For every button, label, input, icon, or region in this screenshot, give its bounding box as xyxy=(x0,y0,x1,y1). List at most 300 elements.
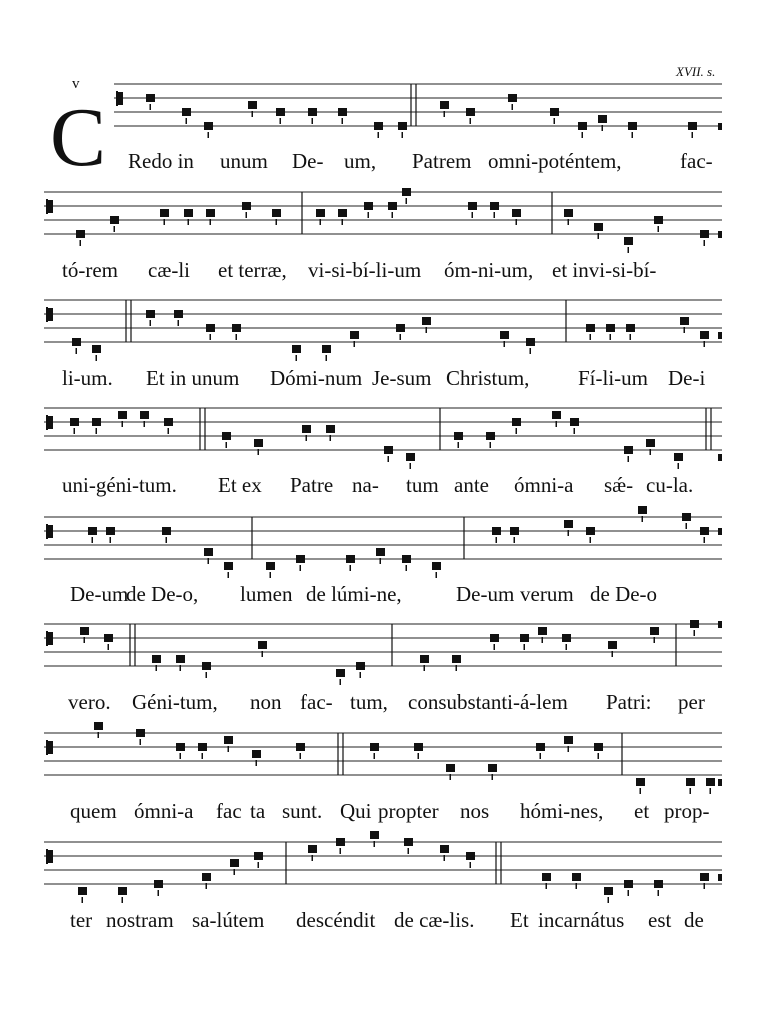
neume-note xyxy=(258,641,267,649)
episema-mark xyxy=(612,651,614,657)
neume-note xyxy=(140,411,149,419)
episema-mark xyxy=(256,760,258,766)
episema-mark xyxy=(178,320,180,326)
lyric-syllable: De-um xyxy=(456,582,515,606)
episema-mark xyxy=(632,132,634,138)
lyric-syllable: lumen xyxy=(240,582,293,606)
neume-note xyxy=(326,425,335,433)
episema-mark xyxy=(524,644,526,650)
episema-mark xyxy=(598,233,600,239)
neume-note xyxy=(184,209,193,217)
episema-mark xyxy=(276,219,278,225)
neume-note xyxy=(176,743,185,751)
episema-mark xyxy=(610,334,612,340)
neume-note xyxy=(222,432,231,440)
episema-mark xyxy=(226,442,228,448)
episema-mark xyxy=(92,537,94,543)
episema-mark xyxy=(458,442,460,448)
lyric-syllable: de xyxy=(684,908,704,932)
neume-note xyxy=(136,729,145,737)
neume-note xyxy=(594,743,603,751)
neume-note xyxy=(72,338,81,346)
episema-mark xyxy=(496,537,498,543)
lyric-syllable: sa-lútem xyxy=(192,908,265,932)
lyric-syllable: ante xyxy=(454,473,489,497)
episema-mark xyxy=(530,348,532,354)
lyric-syllable: cæ-li xyxy=(148,258,190,282)
episema-mark xyxy=(628,890,630,896)
neume-note xyxy=(700,527,709,535)
episema-mark xyxy=(206,883,208,889)
neume-note xyxy=(446,764,455,772)
neume-note xyxy=(624,237,633,245)
episema-mark xyxy=(590,537,592,543)
episema-mark xyxy=(470,118,472,124)
episema-mark xyxy=(180,665,182,671)
episema-mark xyxy=(598,753,600,759)
neume-note xyxy=(500,331,509,339)
neume-note xyxy=(636,778,645,786)
episema-mark xyxy=(236,334,238,340)
lyric-syllable: uni-géni-tum. xyxy=(62,473,177,497)
neume-note xyxy=(674,453,683,461)
lyric-syllable: quem xyxy=(70,799,117,823)
neume-note xyxy=(402,188,411,196)
lyric-line-8 xyxy=(0,903,768,937)
episema-mark xyxy=(202,753,204,759)
neume-note xyxy=(308,108,317,116)
neume-note xyxy=(562,634,571,642)
lyric-syllable: incarnátus xyxy=(538,908,625,932)
neume-note xyxy=(78,887,87,895)
neume-note xyxy=(160,209,169,217)
neume-note xyxy=(164,418,173,426)
lyric-syllable: fac- xyxy=(300,690,333,714)
episema-mark xyxy=(424,665,426,671)
episema-mark xyxy=(658,226,660,232)
neume-note xyxy=(490,202,499,210)
neume-note xyxy=(316,209,325,217)
neume-note xyxy=(564,520,573,528)
neume-note xyxy=(266,562,275,570)
neume-note xyxy=(468,202,477,210)
lyric-syllable: Redo in xyxy=(128,149,194,173)
episema-mark xyxy=(450,774,452,780)
episema-mark xyxy=(188,219,190,225)
episema-mark xyxy=(166,537,168,543)
lyric-syllable: cu-la. xyxy=(646,473,694,497)
episema-mark xyxy=(574,428,576,434)
episema-mark xyxy=(566,644,568,650)
episema-mark xyxy=(378,132,380,138)
neume-note xyxy=(88,527,97,535)
episema-mark xyxy=(108,644,110,650)
lyric-syllable: ómni-a xyxy=(514,473,574,497)
neume-note xyxy=(202,873,211,881)
episema-mark xyxy=(374,841,376,847)
lyric-line-1 xyxy=(0,144,768,178)
neume-note xyxy=(638,506,647,514)
episema-mark xyxy=(444,111,446,117)
episema-mark xyxy=(340,848,342,854)
neume-note xyxy=(252,750,261,758)
neume-note xyxy=(606,324,615,332)
lyric-syllable: ter xyxy=(70,908,93,932)
c-clef-icon xyxy=(46,199,48,214)
neume-note xyxy=(550,108,559,116)
neume-note xyxy=(654,880,663,888)
neume-note xyxy=(152,655,161,663)
episema-mark xyxy=(156,665,158,671)
episema-mark xyxy=(418,753,420,759)
neume-note xyxy=(686,778,695,786)
c-clef-icon xyxy=(46,849,48,864)
neume-note xyxy=(454,432,463,440)
episema-mark xyxy=(186,118,188,124)
neume-note xyxy=(422,317,431,325)
neume-note xyxy=(76,230,85,238)
episema-mark xyxy=(350,565,352,571)
neume-note xyxy=(370,831,379,839)
episema-mark xyxy=(114,226,116,232)
neume-note xyxy=(486,432,495,440)
episema-mark xyxy=(74,428,76,434)
lyric-syllable: de De-o, xyxy=(126,582,199,606)
neume-note xyxy=(690,620,699,628)
neume-note xyxy=(370,743,379,751)
episema-mark xyxy=(206,672,208,678)
neume-note xyxy=(80,627,89,635)
lyric-syllable: descéndit xyxy=(296,908,376,932)
neume-note xyxy=(646,439,655,447)
neume-note xyxy=(510,527,519,535)
neume-note xyxy=(162,527,171,535)
lyric-syllable: sǽ- xyxy=(604,473,634,497)
neume-note xyxy=(492,527,501,535)
neume-note xyxy=(526,338,535,346)
neume-note xyxy=(118,887,127,895)
lyric-syllable: Et xyxy=(510,908,529,932)
episema-mark xyxy=(568,219,570,225)
lyric-syllable: de cæ-lis. xyxy=(394,908,475,932)
episema-mark xyxy=(684,327,686,333)
neume-note xyxy=(398,122,407,130)
lyric-syllable: tum xyxy=(406,473,439,497)
lyric-syllable: et invi-si-bí- xyxy=(552,258,657,282)
episema-mark xyxy=(402,132,404,138)
neume-note xyxy=(232,324,241,332)
lyric-syllable: fac xyxy=(216,799,242,823)
episema-mark xyxy=(406,198,408,204)
episema-mark xyxy=(234,869,236,875)
episema-mark xyxy=(300,753,302,759)
neume-note xyxy=(680,317,689,325)
episema-mark xyxy=(650,449,652,455)
neume-note xyxy=(292,345,301,353)
neume-note xyxy=(466,852,475,860)
lyric-syllable: unum xyxy=(220,149,268,173)
lyric-syllable: Fí-li-um xyxy=(578,366,649,390)
episema-mark xyxy=(490,442,492,448)
neume-note xyxy=(254,439,263,447)
neume-note xyxy=(176,655,185,663)
episema-mark xyxy=(642,516,644,522)
episema-mark xyxy=(208,558,210,564)
neume-note xyxy=(338,209,347,217)
neume-note xyxy=(296,743,305,751)
episema-mark xyxy=(540,753,542,759)
neume-note xyxy=(322,345,331,353)
episema-mark xyxy=(98,732,100,738)
episema-mark xyxy=(654,637,656,643)
custos-icon xyxy=(718,621,722,628)
lyric-syllable: ómni-a xyxy=(134,799,194,823)
custos-icon xyxy=(718,528,722,535)
episema-mark xyxy=(360,672,362,678)
lyric-syllable: li-um. xyxy=(62,366,113,390)
episema-mark xyxy=(694,630,696,636)
neume-note xyxy=(376,548,385,556)
neume-note xyxy=(70,418,79,426)
episema-mark xyxy=(258,449,260,455)
episema-mark xyxy=(582,132,584,138)
episema-mark xyxy=(516,428,518,434)
neume-note xyxy=(296,555,305,563)
c-clef-icon xyxy=(46,631,48,646)
episema-mark xyxy=(96,428,98,434)
episema-mark xyxy=(110,537,112,543)
neume-note xyxy=(146,310,155,318)
episema-mark xyxy=(380,558,382,564)
lyric-syllable: tó-rem xyxy=(62,258,118,282)
neume-note xyxy=(204,548,213,556)
neume-note xyxy=(594,223,603,231)
episema-mark xyxy=(150,320,152,326)
neume-note xyxy=(206,209,215,217)
episema-mark xyxy=(392,212,394,218)
episema-mark xyxy=(630,334,632,340)
episema-mark xyxy=(246,212,248,218)
episema-mark xyxy=(84,637,86,643)
lyric-syllable: Dómi-num xyxy=(270,366,363,390)
neume-note xyxy=(404,838,413,846)
episema-mark xyxy=(374,753,376,759)
neume-note xyxy=(552,411,561,419)
neume-note xyxy=(224,562,233,570)
neume-note xyxy=(682,513,691,521)
neume-note xyxy=(154,880,163,888)
neume-note xyxy=(608,641,617,649)
neume-note xyxy=(508,94,517,102)
lyric-syllable: consubstanti-á-lem xyxy=(408,690,568,714)
episema-mark xyxy=(158,890,160,896)
lyric-line-4 xyxy=(0,468,768,502)
episema-mark xyxy=(210,219,212,225)
neume-note xyxy=(388,202,397,210)
neume-note xyxy=(202,662,211,670)
episema-mark xyxy=(354,341,356,347)
neume-note xyxy=(110,216,119,224)
neume-note xyxy=(586,527,595,535)
lyric-syllable: De-um xyxy=(70,582,129,606)
neume-note xyxy=(106,527,115,535)
lyric-syllable: um, xyxy=(344,149,377,173)
episema-mark xyxy=(472,212,474,218)
neume-note xyxy=(432,562,441,570)
neume-note xyxy=(650,627,659,635)
lyric-syllable: nos xyxy=(460,799,490,823)
episema-mark xyxy=(408,848,410,854)
episema-mark xyxy=(306,435,308,441)
episema-mark xyxy=(658,890,660,896)
lyric-syllable: nostram xyxy=(106,908,174,932)
lyric-syllable: Et in unum xyxy=(146,366,240,390)
neume-note xyxy=(586,324,595,332)
neume-note xyxy=(276,108,285,116)
episema-mark xyxy=(312,855,314,861)
episema-mark xyxy=(512,104,514,110)
episema-mark xyxy=(704,537,706,543)
episema-mark xyxy=(280,118,282,124)
neume-note xyxy=(254,852,263,860)
episema-mark xyxy=(568,530,570,536)
source-label: XVII. s. xyxy=(676,64,716,79)
lyric-syllable: Et ex xyxy=(218,473,262,497)
neume-note xyxy=(512,209,521,217)
lyric-syllable: De- xyxy=(292,149,324,173)
episema-mark xyxy=(228,746,230,752)
lyric-line-6 xyxy=(0,685,768,719)
neume-note xyxy=(396,324,405,332)
neume-note xyxy=(92,345,101,353)
neume-note xyxy=(538,627,547,635)
lyric-syllable: non xyxy=(250,690,282,714)
lyric-syllable: fac- xyxy=(680,149,713,173)
neume-note xyxy=(688,122,697,130)
neume-note xyxy=(466,108,475,116)
neume-note xyxy=(104,634,113,642)
episema-mark xyxy=(704,341,706,347)
c-clef-icon xyxy=(46,307,48,322)
episema-mark xyxy=(704,883,706,889)
neume-note xyxy=(490,634,499,642)
neume-note xyxy=(520,634,529,642)
episema-mark xyxy=(208,132,210,138)
neume-note xyxy=(542,873,551,881)
lyric-syllable: de De-o xyxy=(590,582,658,606)
neume-note xyxy=(414,743,423,751)
c-clef-icon xyxy=(46,524,48,539)
lyric-syllable: tum, xyxy=(350,690,388,714)
episema-mark xyxy=(426,327,428,333)
neume-note xyxy=(182,108,191,116)
episema-mark xyxy=(568,746,570,752)
custos-icon xyxy=(718,123,722,130)
lyric-syllable: prop- xyxy=(664,799,710,823)
episema-mark xyxy=(168,428,170,434)
neume-note xyxy=(626,324,635,332)
episema-mark xyxy=(140,739,142,745)
neume-note xyxy=(654,216,663,224)
episema-mark xyxy=(144,421,146,427)
custos-icon xyxy=(718,874,722,881)
lyric-syllable: Géni-tum, xyxy=(132,690,218,714)
neume-note xyxy=(440,845,449,853)
episema-mark xyxy=(444,855,446,861)
episema-mark xyxy=(76,348,78,354)
c-clef-icon xyxy=(46,740,48,755)
episema-mark xyxy=(210,334,212,340)
lyric-syllable: per xyxy=(678,690,705,714)
neume-note xyxy=(174,310,183,318)
c-clef-icon xyxy=(46,415,48,430)
episema-mark xyxy=(546,883,548,889)
neume-note xyxy=(146,94,155,102)
episema-mark xyxy=(312,118,314,124)
lyric-syllable: de lúmi-ne, xyxy=(306,582,402,606)
episema-mark xyxy=(542,637,544,643)
lyric-syllable: verum xyxy=(520,582,574,606)
neume-note xyxy=(302,425,311,433)
neume-note xyxy=(564,736,573,744)
episema-mark xyxy=(150,104,152,110)
initial-letter: C xyxy=(50,91,107,184)
lyric-line-5 xyxy=(0,577,768,611)
episema-mark xyxy=(554,118,556,124)
episema-mark xyxy=(692,132,694,138)
lyric-syllable: na- xyxy=(352,473,379,497)
episema-mark xyxy=(516,219,518,225)
episema-mark xyxy=(602,125,604,131)
episema-mark xyxy=(686,523,688,529)
episema-mark xyxy=(164,219,166,225)
episema-mark xyxy=(320,219,322,225)
lyric-syllable: Qui xyxy=(340,799,372,823)
neume-note xyxy=(488,764,497,772)
neume-note xyxy=(578,122,587,130)
neume-note xyxy=(700,230,709,238)
episema-mark xyxy=(300,565,302,571)
neume-note xyxy=(92,418,101,426)
episema-mark xyxy=(262,651,264,657)
neume-note xyxy=(94,722,103,730)
episema-mark xyxy=(494,212,496,218)
neume-note xyxy=(440,101,449,109)
lyric-line-2 xyxy=(0,253,768,287)
episema-mark xyxy=(576,883,578,889)
neume-note xyxy=(248,101,257,109)
neume-note xyxy=(350,331,359,339)
neume-note xyxy=(512,418,521,426)
neume-note xyxy=(206,324,215,332)
episema-mark xyxy=(342,118,344,124)
episema-mark xyxy=(388,456,390,462)
episema-mark xyxy=(504,341,506,347)
episema-mark xyxy=(80,240,82,246)
neume-note xyxy=(230,859,239,867)
episema-mark xyxy=(368,212,370,218)
neume-note xyxy=(308,845,317,853)
episema-mark xyxy=(704,240,706,246)
neume-note xyxy=(420,655,429,663)
custos-icon xyxy=(718,332,722,339)
episema-mark xyxy=(514,537,516,543)
neume-note xyxy=(224,736,233,744)
lyric-syllable: omni-poténtem, xyxy=(488,149,622,173)
neume-note xyxy=(364,202,373,210)
lyric-syllable: propter xyxy=(378,799,439,823)
neume-note xyxy=(374,122,383,130)
